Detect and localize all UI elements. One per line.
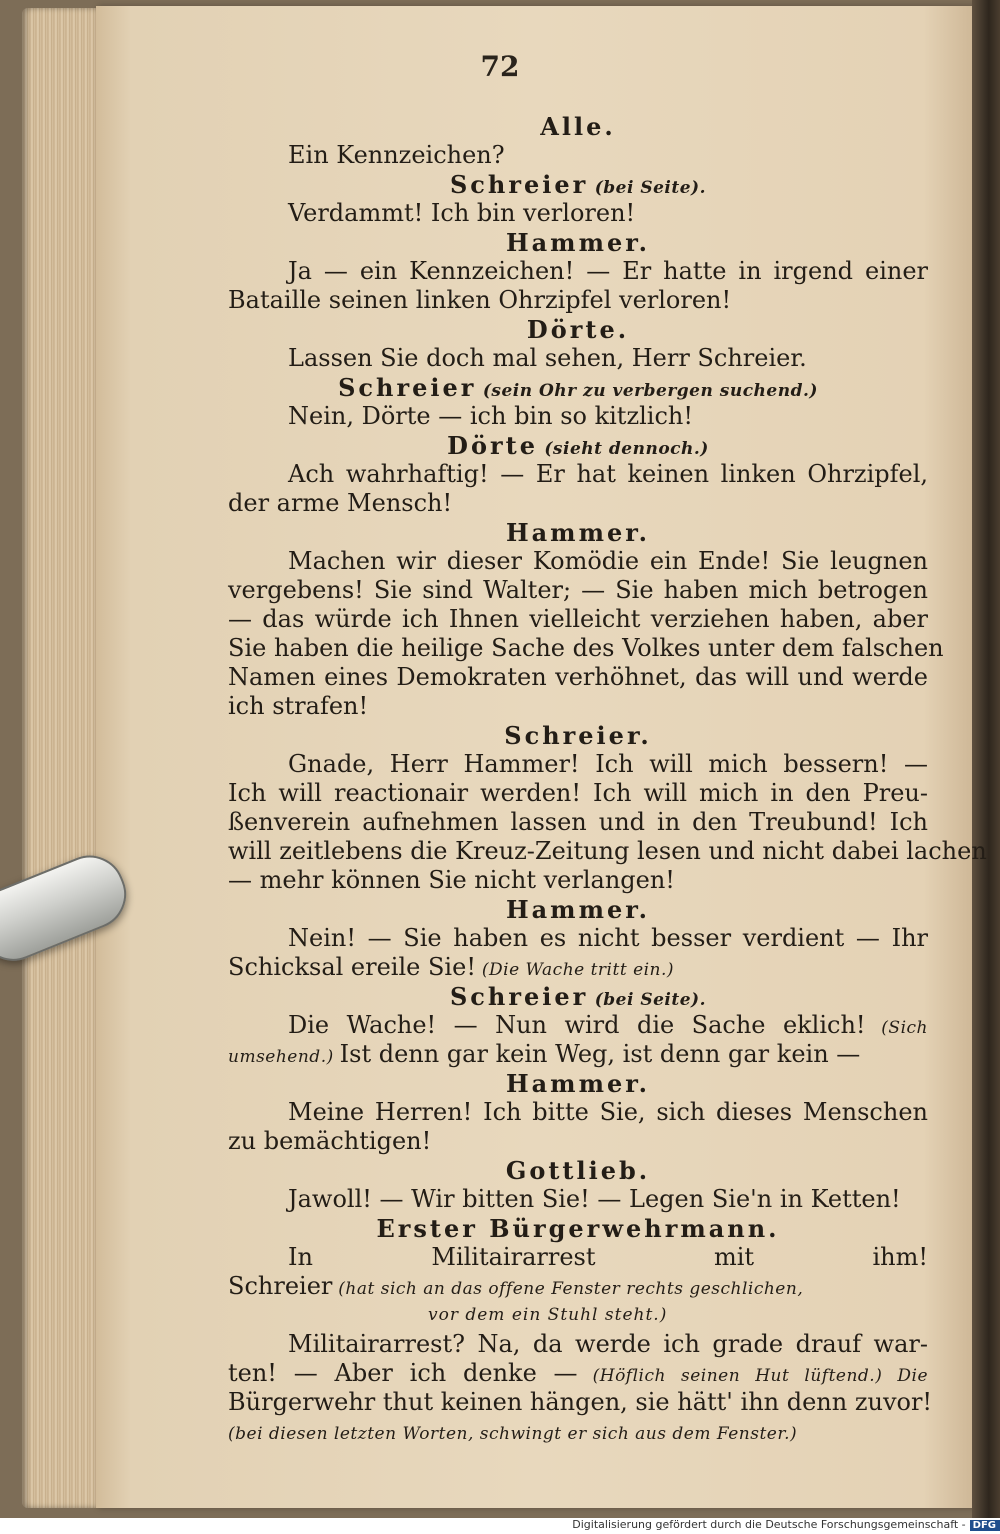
- speech-continuation-line: [228, 866, 928, 895]
- line-text: In Militairarrest mit ihm!: [288, 1243, 928, 1271]
- line-text: Dörte: [447, 431, 538, 460]
- speech-continuation-line: [228, 779, 928, 808]
- speech-continuation-line: [228, 692, 928, 721]
- speech-continuation-line: [228, 663, 928, 692]
- line-text: Schreier: [449, 982, 589, 1011]
- speech-line: [228, 460, 928, 489]
- speaker-line: [228, 315, 928, 344]
- speech-line: [228, 1098, 928, 1127]
- page-edges: [22, 8, 102, 1508]
- speaker-line: [228, 1214, 928, 1243]
- line-text: Hammer.: [505, 228, 651, 257]
- line-text: will zeitlebens die Kreuz-Zeitung lesen und nicht dabei lachen: [228, 837, 987, 865]
- line-text: Verdammt! Ich bin verloren!: [288, 199, 636, 227]
- speaker-line: [228, 170, 928, 199]
- line-text: Schreier: [449, 170, 589, 199]
- line-text: Ja — ein Kennzeichen! — Er hatte in irgend einer: [288, 257, 928, 285]
- speech-continuation-line: [228, 953, 928, 982]
- line-text: vergebens! Sie sind Walter; — Sie haben mich betrogen: [228, 576, 928, 604]
- stage-direction: (hat sich an das offene Fenster rechts geschlichen,: [332, 1279, 804, 1299]
- speaker-line: [228, 982, 928, 1011]
- line-text: — mehr können Sie nicht verlangen!: [228, 866, 675, 894]
- stage-direction: vor dem ein Stuhl steht.): [428, 1305, 668, 1325]
- book-spine: [972, 0, 1000, 1520]
- line-text: ten! — Aber ich denke —: [228, 1359, 578, 1387]
- speech-line: [228, 199, 928, 228]
- stage-direction: (sieht dennoch.): [537, 439, 709, 459]
- speech-continuation-line: [228, 1040, 928, 1069]
- line-text: Schreier: [228, 1272, 333, 1300]
- line-text: Nein, Dörte — ich bin so kitzlich!: [288, 402, 693, 430]
- speaker-line: [228, 721, 928, 750]
- play-text: [228, 112, 987, 1446]
- speaker-line: [228, 1069, 928, 1098]
- line-text: Machen wir dieser Komödie ein Ende! Sie leugnen: [288, 547, 928, 575]
- speech-continuation-line: [228, 1388, 933, 1417]
- line-text: Sie haben die heilige Sache des Volkes unter dem falschen: [228, 634, 944, 662]
- speaker-line: [228, 518, 928, 547]
- line-text: Namen eines Demokraten verhöhnet, das will und werde: [228, 663, 928, 691]
- line-text: Hammer.: [505, 1069, 651, 1098]
- line-text: Militairarrest? Na, da werde ich grade drauf war-: [288, 1330, 928, 1358]
- speaker-line: [228, 112, 928, 141]
- line-text: Ich will reactionair werden! Ich will mich in den Preu-: [228, 779, 928, 807]
- line-text: Die Wache! — Nun wird die Sache eklich!: [288, 1011, 866, 1039]
- speech-continuation-line: [228, 1359, 928, 1388]
- line-text: ßenverein aufnehmen lassen und in den Treubund! Ich: [228, 808, 928, 836]
- line-text: Schicksal ereile Sie!: [228, 953, 476, 981]
- line-text: Schreier: [338, 373, 477, 402]
- line-text: Bürgerwehr thut keinen hängen, sie hätt' ihn denn zuvor!: [228, 1388, 933, 1416]
- speech-line: [228, 141, 928, 170]
- line-text: Meine Herren! Ich bitte Sie, sich dieses Menschen: [288, 1098, 928, 1126]
- speech-line: [228, 924, 928, 953]
- dfg-logo: DFG: [970, 1520, 1000, 1531]
- speech-continuation-line: [228, 605, 928, 634]
- line-text: Erster Bürgerwehrmann.: [376, 1214, 780, 1243]
- stage-direction: (bei Seite).: [588, 990, 707, 1010]
- speech-line: [228, 547, 928, 576]
- line-text: Gottlieb.: [505, 1156, 651, 1185]
- line-text: ich strafen!: [228, 692, 369, 720]
- footer-text: Digitalisierung gefördert durch die Deutsche Forschungsgemeinschaft -: [572, 1518, 966, 1531]
- line-text: zu bemächtigen!: [228, 1127, 432, 1155]
- stage-direction: (bei Seite).: [588, 178, 707, 198]
- speech-line: [228, 1011, 928, 1040]
- line-text: Gnade, Herr Hammer! Ich will mich bessern! —: [288, 750, 928, 778]
- line-text: — das würde ich Ihnen vielleicht verziehen haben, aber: [228, 605, 928, 633]
- speaker-line: [228, 228, 928, 257]
- speech-line: [228, 1243, 928, 1272]
- line-text: Jawoll! — Wir bitten Sie! — Legen Sie'n in Ketten!: [288, 1185, 901, 1213]
- speech-continuation-line: [228, 634, 944, 663]
- line-text: Dörte.: [526, 315, 630, 344]
- line-text: Lassen Sie doch mal sehen, Herr Schreier.: [288, 344, 807, 372]
- speech-continuation-line: [228, 808, 928, 837]
- line-text: Ein Kennzeichen?: [288, 141, 505, 169]
- line-text: Schreier.: [504, 721, 652, 750]
- line-text: Hammer.: [505, 518, 651, 547]
- line-text: Nein! — Sie haben es nicht besser verdient — Ihr: [288, 924, 928, 952]
- stage-direction: (Sich: [865, 1018, 928, 1038]
- speech-line: [228, 257, 928, 286]
- stage-direction: umsehend.): [228, 1047, 340, 1067]
- speech-line: [228, 402, 928, 431]
- line-text: Ach wahrhaftig! — Er hat keinen linken Ohrzipfel,: [288, 460, 928, 488]
- speech-continuation-line: [228, 489, 928, 518]
- speech-continuation-line: [228, 576, 928, 605]
- speech-continuation-line: [228, 1417, 928, 1446]
- speech-continuation-line: [228, 837, 987, 866]
- speech-continuation-line: [228, 1272, 928, 1301]
- stage-direction: (Höflich seinen Hut lüftend.) Die: [577, 1366, 929, 1386]
- speaker-line: [228, 373, 928, 402]
- speech-continuation-line: [228, 286, 928, 315]
- speech-continuation-line: [228, 1127, 928, 1156]
- speaker-line: [228, 1156, 928, 1185]
- speech-line: [228, 344, 928, 373]
- line-text: Bataille seinen linken Ohrzipfel verloren!: [228, 286, 732, 314]
- speaker-line: [228, 895, 928, 924]
- stage-direction: (bei diesen letzten Worten, schwingt er sich aus dem Fenster.): [228, 1424, 798, 1444]
- stage-direction-line: [228, 1301, 928, 1330]
- speech-line: [228, 1330, 928, 1359]
- line-text: Ist denn gar kein Weg, ist denn gar kein —: [339, 1040, 861, 1068]
- speech-line: [228, 750, 928, 779]
- footer-credit: [0, 1518, 1000, 1534]
- page-number: 72: [480, 50, 520, 83]
- line-text: der arme Mensch!: [228, 489, 453, 517]
- line-text: Hammer.: [505, 895, 651, 924]
- speaker-line: [228, 431, 928, 460]
- line-text: Alle.: [540, 112, 616, 141]
- stage-direction: (sein Ohr zu verbergen suchend.): [476, 381, 818, 401]
- stage-direction: (Die Wache tritt ein.): [475, 960, 675, 980]
- speech-line: [228, 1185, 928, 1214]
